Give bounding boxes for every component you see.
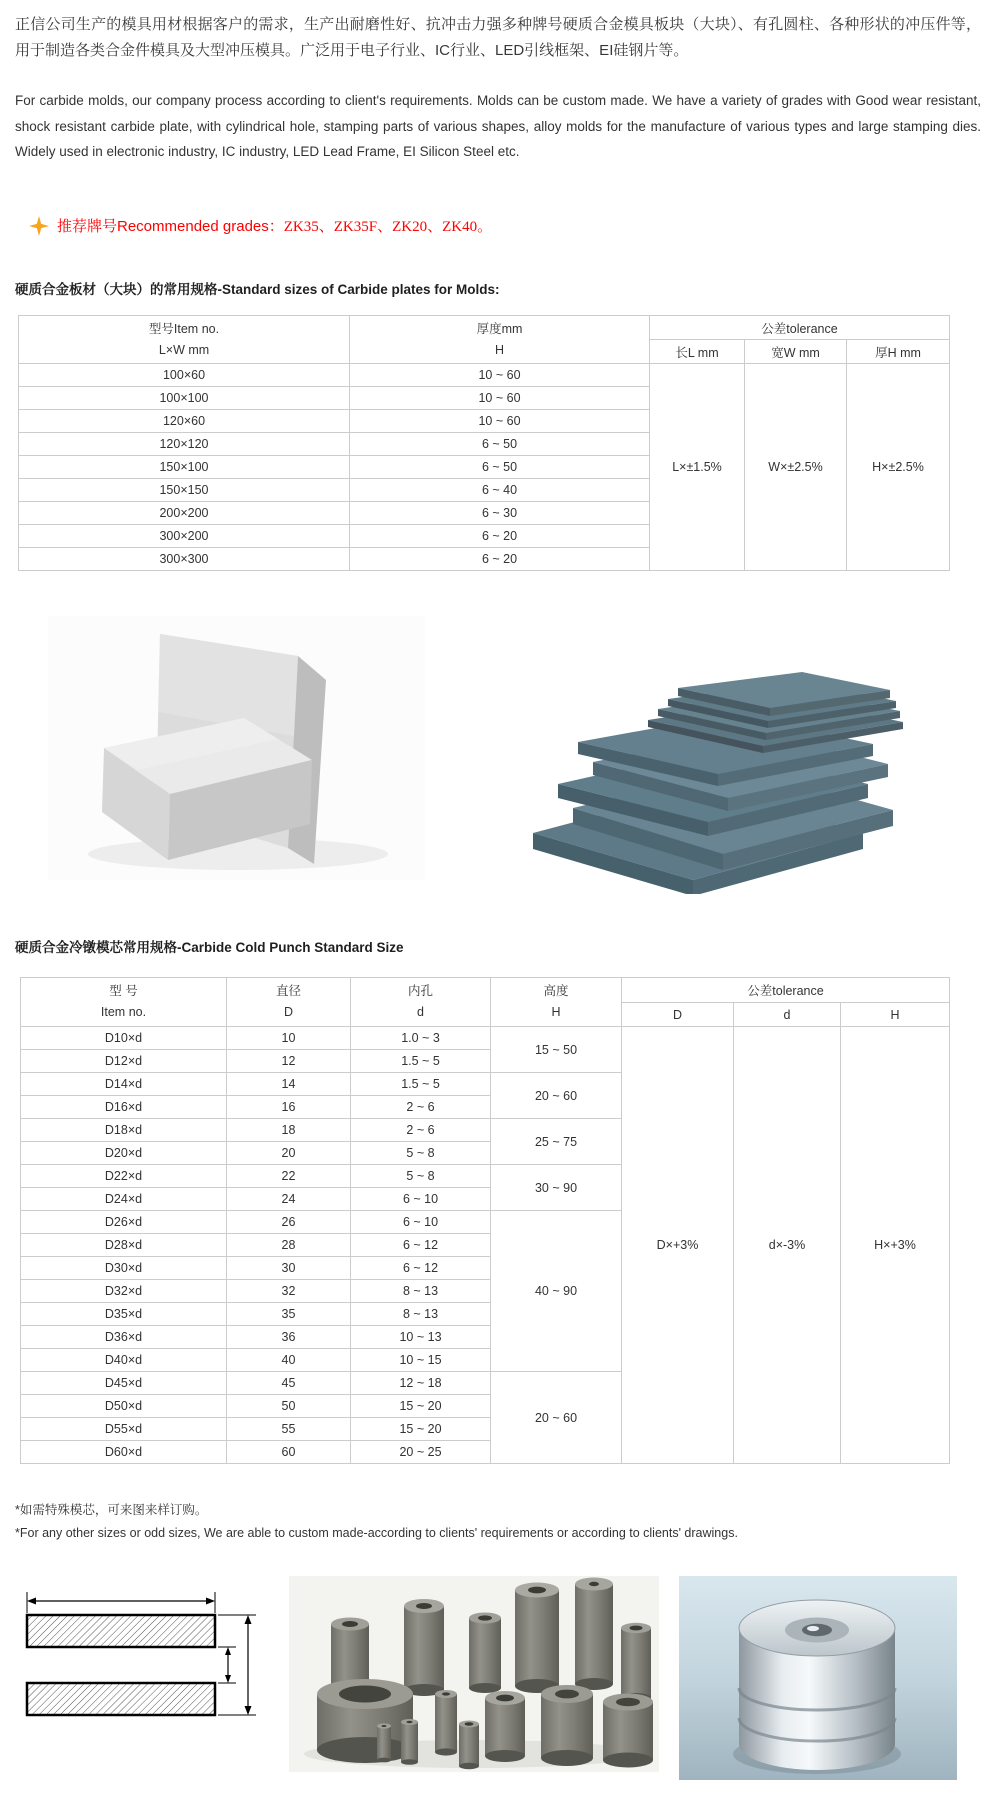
cell-inner-hole: 20 ~ 25 bbox=[351, 1441, 491, 1464]
cell-item: D35×d bbox=[21, 1303, 227, 1326]
col-header-tol-D: D bbox=[622, 1003, 734, 1027]
col-header-height bbox=[491, 978, 622, 1027]
punch-section-heading: 硬质合金冷镦模芯常用规格-Carbide Cold Punch Standard Size bbox=[15, 940, 404, 955]
cell-tolerance-d: d×-3% bbox=[734, 1027, 841, 1464]
cell-item: D45×d bbox=[21, 1372, 227, 1395]
cell-item: D22×d bbox=[21, 1165, 227, 1188]
cell-size: 200×200 bbox=[19, 502, 350, 525]
cell-inner-hole: 12 ~ 18 bbox=[351, 1372, 491, 1395]
col-header-height-line2: H bbox=[551, 1005, 561, 1019]
cell-diameter: 28 bbox=[227, 1234, 351, 1257]
col-header-inner-line2: d bbox=[417, 1005, 424, 1019]
cell-size: 300×200 bbox=[19, 525, 350, 548]
col-header-item-no-line1: 型 号 bbox=[109, 984, 138, 998]
plates-size-table bbox=[18, 315, 950, 571]
cell-item: D32×d bbox=[21, 1280, 227, 1303]
cell-diameter: 36 bbox=[227, 1326, 351, 1349]
cell-diameter: 16 bbox=[227, 1096, 351, 1119]
cell-tolerance-H: H×+3% bbox=[841, 1027, 950, 1464]
cell-height-range: 25 ~ 75 bbox=[491, 1119, 622, 1165]
punch-cross-section-diagram bbox=[22, 1590, 262, 1722]
cell-size: 150×150 bbox=[19, 479, 350, 502]
recommended-grades-label: 推荐牌号Recommended grades： bbox=[57, 218, 284, 235]
col-header-outer-diameter bbox=[227, 978, 351, 1027]
note-en: *For any other sizes or odd sizes, We are able to custom made-according to clients' requirements or according to clients' drawings. bbox=[15, 1526, 738, 1540]
col-header-height-line1: 高度 bbox=[543, 984, 569, 998]
cell-tolerance-l: L×±1.5% bbox=[650, 364, 745, 571]
cell-height: 6 ~ 50 bbox=[350, 433, 650, 456]
col-header-inner-line1: 内孔 bbox=[407, 984, 433, 998]
polished-die-photo bbox=[679, 1576, 957, 1780]
cell-item: D30×d bbox=[21, 1257, 227, 1280]
cell-item: D12×d bbox=[21, 1050, 227, 1073]
carbide-punches-photo bbox=[289, 1576, 659, 1772]
col-header-item-no bbox=[21, 978, 227, 1027]
table-row bbox=[19, 364, 950, 387]
cell-item: D18×d bbox=[21, 1119, 227, 1142]
col-header-thickness-line2: H bbox=[494, 342, 505, 357]
col-header-tol-H: H bbox=[841, 1003, 950, 1027]
col-header-tol-h: 厚H mm bbox=[847, 340, 950, 364]
cell-diameter: 14 bbox=[227, 1073, 351, 1096]
col-header-inner-hole bbox=[351, 978, 491, 1027]
cell-height: 10 ~ 60 bbox=[350, 364, 650, 387]
cell-height-range: 15 ~ 50 bbox=[491, 1027, 622, 1073]
cell-diameter: 55 bbox=[227, 1418, 351, 1441]
cell-diameter: 30 bbox=[227, 1257, 351, 1280]
cell-diameter: 24 bbox=[227, 1188, 351, 1211]
cell-height-range: 40 ~ 90 bbox=[491, 1211, 622, 1372]
cell-tolerance-D: D×+3% bbox=[622, 1027, 734, 1464]
cell-inner-hole: 8 ~ 13 bbox=[351, 1303, 491, 1326]
col-header-tolerance: 公差tolerance bbox=[622, 978, 950, 1003]
table-row bbox=[21, 1027, 950, 1050]
table-header-row bbox=[19, 316, 950, 340]
cell-inner-hole: 15 ~ 20 bbox=[351, 1395, 491, 1418]
cell-inner-hole: 1.0 ~ 3 bbox=[351, 1027, 491, 1050]
col-header-item-no-line2: L×W mm bbox=[158, 342, 210, 357]
table-header-row bbox=[21, 978, 950, 1003]
cell-inner-hole: 6 ~ 12 bbox=[351, 1234, 491, 1257]
cell-item: D60×d bbox=[21, 1441, 227, 1464]
recommended-grades-value: ZK35、ZK35F、ZK20、ZK40。 bbox=[283, 219, 493, 235]
cell-item: D16×d bbox=[21, 1096, 227, 1119]
cell-inner-hole: 6 ~ 10 bbox=[351, 1211, 491, 1234]
col-header-tol-d: d bbox=[734, 1003, 841, 1027]
cell-height: 6 ~ 50 bbox=[350, 456, 650, 479]
cell-height-range: 30 ~ 90 bbox=[491, 1165, 622, 1211]
carbide-blocks-photo bbox=[48, 616, 425, 880]
cell-item: D28×d bbox=[21, 1234, 227, 1257]
carbide-plates-stack-photo bbox=[518, 658, 920, 894]
cell-tolerance-w: W×±2.5% bbox=[745, 364, 847, 571]
cell-inner-hole: 10 ~ 15 bbox=[351, 1349, 491, 1372]
recommended-grades-line bbox=[29, 215, 492, 236]
cell-diameter: 22 bbox=[227, 1165, 351, 1188]
cell-diameter: 32 bbox=[227, 1280, 351, 1303]
cell-diameter: 50 bbox=[227, 1395, 351, 1418]
cell-diameter: 18 bbox=[227, 1119, 351, 1142]
cell-size: 120×60 bbox=[19, 410, 350, 433]
cell-diameter: 35 bbox=[227, 1303, 351, 1326]
col-header-tol-w: 宽W mm bbox=[745, 340, 847, 364]
cell-height-range: 20 ~ 60 bbox=[491, 1372, 622, 1464]
cell-inner-hole: 5 ~ 8 bbox=[351, 1142, 491, 1165]
cell-tolerance-h: H×±2.5% bbox=[847, 364, 950, 571]
cell-inner-hole: 8 ~ 13 bbox=[351, 1280, 491, 1303]
cell-inner-hole: 1.5 ~ 5 bbox=[351, 1073, 491, 1096]
cell-diameter: 20 bbox=[227, 1142, 351, 1165]
cell-height-range: 20 ~ 60 bbox=[491, 1073, 622, 1119]
cell-diameter: 12 bbox=[227, 1050, 351, 1073]
cell-item: D40×d bbox=[21, 1349, 227, 1372]
cell-height: 6 ~ 20 bbox=[350, 548, 650, 571]
cell-item: D50×d bbox=[21, 1395, 227, 1418]
col-header-outer-line2: D bbox=[283, 1005, 294, 1019]
cell-inner-hole: 6 ~ 12 bbox=[351, 1257, 491, 1280]
cell-height: 6 ~ 20 bbox=[350, 525, 650, 548]
cell-inner-hole: 10 ~ 13 bbox=[351, 1326, 491, 1349]
cell-diameter: 40 bbox=[227, 1349, 351, 1372]
cell-height: 10 ~ 60 bbox=[350, 410, 650, 433]
cell-inner-hole: 1.5 ~ 5 bbox=[351, 1050, 491, 1073]
cell-size: 100×100 bbox=[19, 387, 350, 410]
four-point-star-icon bbox=[29, 216, 49, 236]
col-header-tolerance: 公差tolerance bbox=[650, 316, 950, 340]
cell-diameter: 26 bbox=[227, 1211, 351, 1234]
cell-size: 300×300 bbox=[19, 548, 350, 571]
cell-diameter: 10 bbox=[227, 1027, 351, 1050]
cell-inner-hole: 6 ~ 10 bbox=[351, 1188, 491, 1211]
col-header-item-no bbox=[19, 316, 350, 364]
cell-inner-hole: 2 ~ 6 bbox=[351, 1096, 491, 1119]
cell-item: D36×d bbox=[21, 1326, 227, 1349]
col-header-tol-l: 长L mm bbox=[650, 340, 745, 364]
note-cn: *如需特殊模芯，可来图来样订购。 bbox=[15, 1503, 208, 1517]
col-header-thickness-line1: 厚度mm bbox=[476, 321, 523, 336]
col-header-item-no-line2: Item no. bbox=[100, 1005, 147, 1019]
cell-size: 120×120 bbox=[19, 433, 350, 456]
cell-height: 6 ~ 30 bbox=[350, 502, 650, 525]
cell-item: D14×d bbox=[21, 1073, 227, 1096]
col-header-thickness bbox=[350, 316, 650, 364]
cell-item: D55×d bbox=[21, 1418, 227, 1441]
intro-paragraph-en: For carbide molds, our company process according to client's requirements. Molds can be custom made. We have a variety of grades with Good wear resistant, shock resistant carbide plate, with cylindrical hole, stamping parts of various shapes, alloy molds for the manufacture of various types and large stamping dies. Widely used in electronic industry, IC industry, LED Lead Frame, EI Silicon Steel etc. bbox=[15, 93, 981, 159]
cell-size: 100×60 bbox=[19, 364, 350, 387]
cell-item: D26×d bbox=[21, 1211, 227, 1234]
cell-inner-hole: 15 ~ 20 bbox=[351, 1418, 491, 1441]
punch-size-table bbox=[20, 977, 950, 1464]
plates-section-heading: 硬质合金板材（大块）的常用规格-Standard sizes of Carbide plates for Molds: bbox=[15, 282, 500, 297]
intro-paragraph-cn: 正信公司生产的模具用材根据客户的需求，生产出耐磨性好、抗冲击力强多种牌号硬质合金模具板块（大块）、有孔圆柱、各种形状的冲压件等，用于制造各类合金件模具及大型冲压模具。广泛用于电子行业、IC行业、LED引线框架、EI硅钢片等。 bbox=[15, 16, 981, 59]
col-header-item-no-line1: 型号Item no. bbox=[148, 321, 220, 336]
cell-item: D10×d bbox=[21, 1027, 227, 1050]
cell-height: 10 ~ 60 bbox=[350, 387, 650, 410]
cell-height: 6 ~ 40 bbox=[350, 479, 650, 502]
cell-inner-hole: 2 ~ 6 bbox=[351, 1119, 491, 1142]
cell-diameter: 60 bbox=[227, 1441, 351, 1464]
cell-item: D24×d bbox=[21, 1188, 227, 1211]
cell-diameter: 45 bbox=[227, 1372, 351, 1395]
cell-item: D20×d bbox=[21, 1142, 227, 1165]
col-header-outer-line1: 直径 bbox=[275, 984, 301, 998]
cell-size: 150×100 bbox=[19, 456, 350, 479]
cell-inner-hole: 5 ~ 8 bbox=[351, 1165, 491, 1188]
